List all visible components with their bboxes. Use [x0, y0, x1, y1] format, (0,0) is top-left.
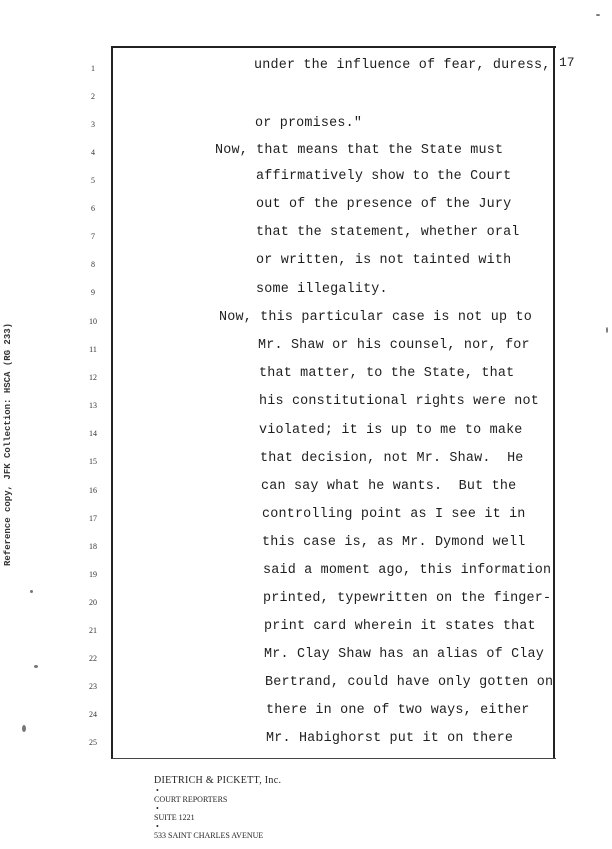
line-number: 9	[91, 288, 95, 297]
line-number: 11	[89, 345, 97, 354]
transcript-line: out of the presence of the Jury	[256, 197, 512, 212]
footer-separator: •	[154, 804, 161, 813]
scan-speck	[22, 725, 26, 732]
line-number: 16	[89, 486, 97, 495]
line-number: 8	[91, 260, 95, 269]
transcript-line: Bertrand, could have only gotten on	[265, 675, 554, 690]
line-number: 22	[89, 654, 97, 663]
transcript-line: Now, that means that the State must	[215, 143, 504, 158]
line-number: 12	[89, 373, 97, 382]
footer-separator: •	[154, 822, 161, 831]
transcript-line: print card wherein it states that	[264, 619, 536, 634]
line-number: 25	[89, 738, 97, 747]
transcript-line: that matter, to the State, that	[259, 366, 515, 381]
line-number: 14	[89, 429, 97, 438]
transcript-line: affirmatively show to the Court	[256, 169, 512, 184]
line-number: 13	[89, 401, 97, 410]
page-number: 17	[559, 55, 575, 70]
line-number: 2	[91, 92, 95, 101]
transcript-line: controlling point as I see it in	[262, 507, 526, 522]
line-number: 18	[89, 542, 97, 551]
transcript-line: his constitutional rights were not	[259, 394, 540, 409]
line-number: 3	[91, 120, 95, 129]
line-number: 15	[89, 457, 97, 466]
scan-speck	[606, 327, 608, 333]
line-number: 21	[89, 626, 97, 635]
line-number: 7	[91, 232, 95, 241]
footer-separator: •	[154, 786, 161, 795]
footer-suite: SUITE 1221	[154, 813, 195, 822]
transcript-line: that decision, not Mr. Shaw. He	[260, 451, 524, 466]
transcript-line: can say what he wants. But the	[261, 479, 517, 494]
line-number: 23	[89, 682, 97, 691]
transcript-line: or promises."	[255, 116, 363, 131]
transcript-line: there in one of two ways, either	[266, 703, 530, 718]
transcript-line: this case is, as Mr. Dymond well	[262, 535, 526, 550]
transcript-line: or written, is not tainted with	[256, 253, 512, 268]
transcript-line: that the statement, whether oral	[256, 225, 520, 240]
line-number: 19	[89, 570, 97, 579]
line-number: 6	[91, 204, 95, 213]
line-number: 10	[89, 317, 97, 326]
scan-speck	[34, 665, 38, 668]
line-number: 5	[91, 176, 95, 185]
transcript-line: Now, this particular case is not up to	[219, 310, 532, 325]
footer	[146, 766, 281, 849]
scan-speck	[596, 14, 600, 16]
line-number: 24	[89, 710, 97, 719]
archive-reference-note: Reference copy, JFK Collection: HSCA (RG 233)	[3, 322, 13, 566]
transcript-line: under the influence of fear, duress,	[254, 58, 551, 73]
transcript-line: Mr. Clay Shaw has an alias of Clay	[264, 647, 545, 662]
transcript-line: violated; it is up to me to make	[259, 423, 523, 438]
scan-speck	[30, 590, 33, 593]
line-number: 20	[89, 598, 97, 607]
line-number: 1	[91, 64, 95, 73]
footer-address: 533 SAINT CHARLES AVENUE	[154, 831, 264, 840]
page-border-right	[553, 46, 555, 758]
transcript-line: printed, typewritten on the finger-	[263, 591, 552, 606]
transcript-line: Mr. Shaw or his counsel, nor, for	[258, 338, 530, 353]
line-number: 17	[89, 514, 97, 523]
footer-firm: DIETRICH & PICKETT, Inc.	[154, 775, 282, 786]
transcript-line: Mr. Habighorst put it on there	[266, 731, 514, 746]
transcript-line: some illegality.	[256, 282, 388, 297]
line-number: 4	[91, 148, 95, 157]
footer-role: COURT REPORTERS	[154, 795, 228, 804]
transcript-line: said a moment ago, this information	[263, 563, 552, 578]
